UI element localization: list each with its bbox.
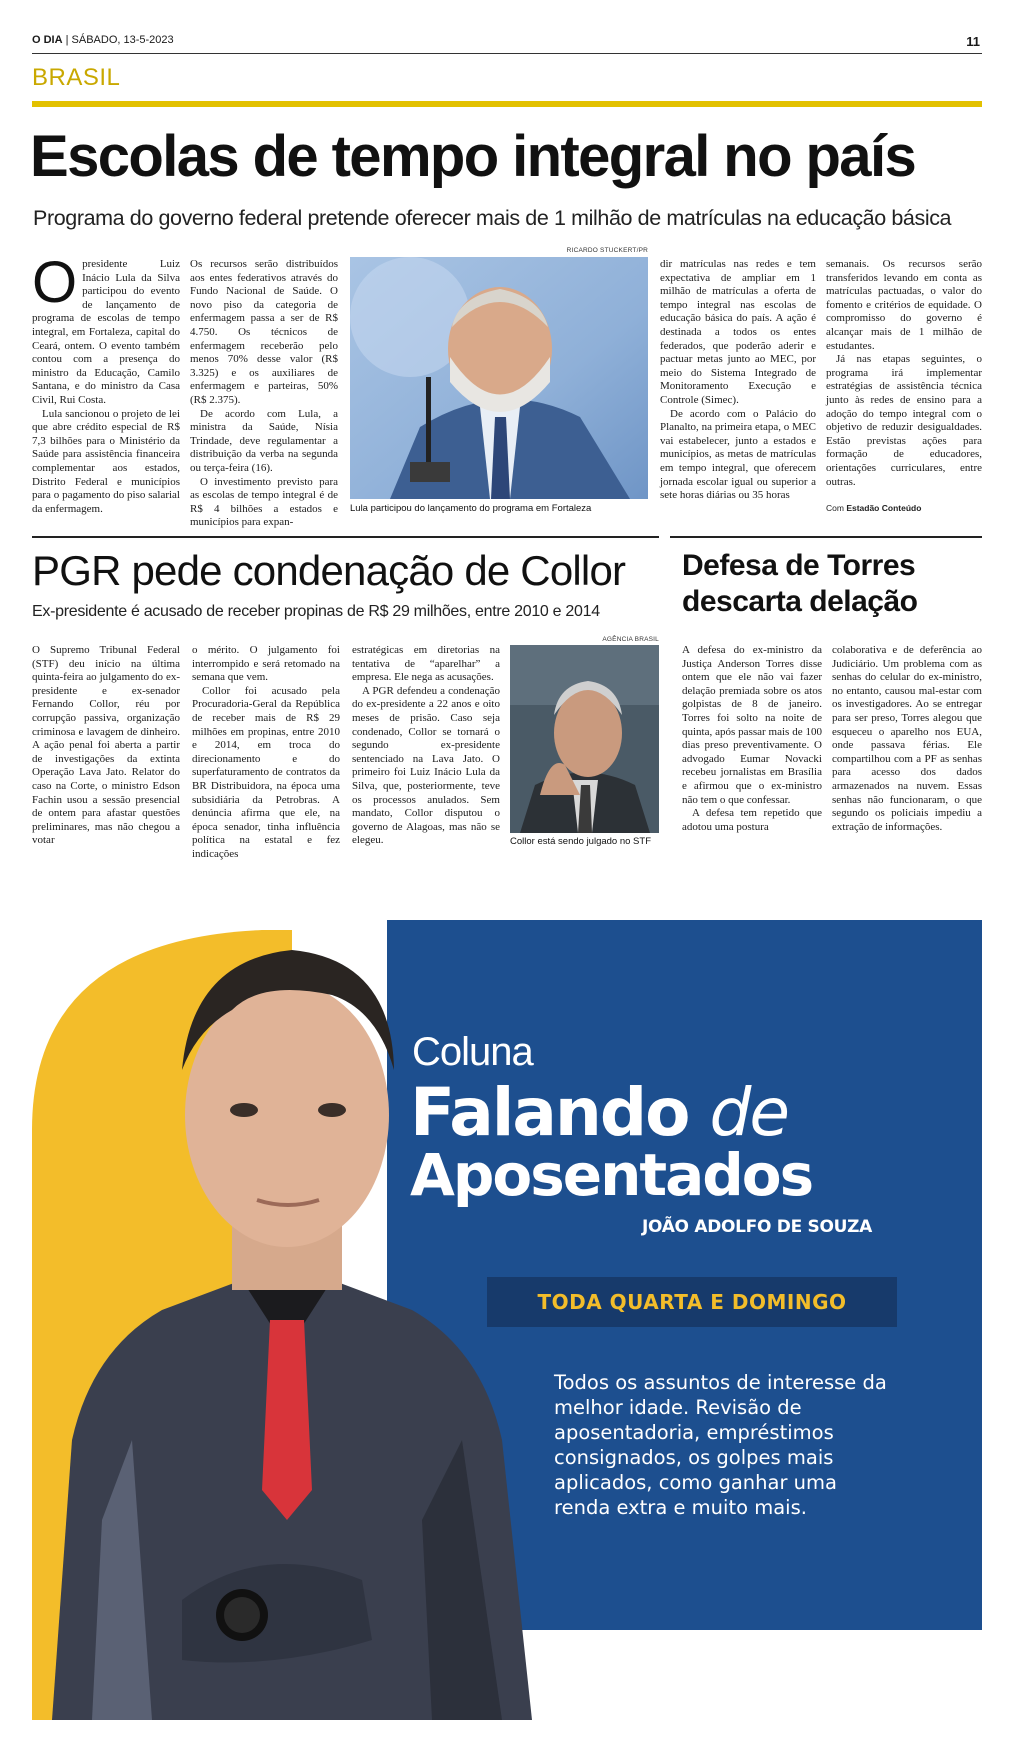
story1-photo-credit: RICARDO STUCKERT/PR bbox=[566, 247, 648, 254]
lula-photo bbox=[350, 257, 648, 499]
story2-column-1 bbox=[32, 644, 180, 848]
story2-col3-p1: estratégicas em diretorias na tentativa de “aparelhar” a empresa. Ele nega as acusações. bbox=[352, 644, 500, 684]
story1-col3-p1: dir matrículas nas redes e tem expectativa de ampliar em 1 milhão de matrículas a oferta de tempo integral nas escolas de educação básica do país. A ação é destinada a todos os entes federados, que poderão aderir e pactuar metas junto ao MEC, por meio do Sistema Integrado de Monitoramento Execução e Controle (Simec). bbox=[660, 258, 816, 406]
story3-column-2 bbox=[832, 644, 982, 834]
story3-top-rule bbox=[670, 536, 982, 538]
story1-column-1 bbox=[32, 250, 180, 516]
story1-deck: Programa do governo federal pretende oferecer mais de 1 milhão de matrículas na educação básica bbox=[33, 206, 952, 230]
page-header bbox=[32, 34, 982, 54]
story2-headline: PGR pede condenação de Collor bbox=[32, 547, 626, 594]
story1-col2-p1: Os recursos serão distribuídos aos entes federativos através do Fundo Nacional de Saúde. O novo piso da categoria de enfermagem passa a ser de R$ 4.750. Os técnicos de enfermagem receberão pelo menos 70% desse valor (R$ 3.325) e os auxiliares de enfermagem e parteiras, 50% (R$ 2.375). bbox=[190, 258, 338, 406]
page-number: 11 bbox=[966, 34, 980, 49]
story1-dropcap: O bbox=[32, 250, 78, 315]
story2-photo-caption: Collor está sendo julgado no STF bbox=[510, 836, 651, 847]
story3-col2: colaborativa e de deferência ao Judiciário. Um problema com as senhas do celular do ex-ministro, no entanto, causou mal-estar com os investigadores. Ao se entregar para ser preso, Torres alegou que esqueceu o aparelho nos EUA, onde passava férias. Ele compartilhou com a PF as senhas para acesso dos dados armazenados na nuvem. Essas senhas não funcionaram, o que segundo os policiais impediu a extração de informações. bbox=[832, 644, 982, 833]
signature-source: Estadão Conteúdo bbox=[846, 503, 922, 513]
story3-headline bbox=[682, 548, 982, 620]
story1-col2-p2: De acordo com Lula, a ministra da Saúde, Nísia Trindade, deve regulamentar a distribuição da verba na segunda ou terça-feira (16). bbox=[190, 407, 338, 474]
collor-photo bbox=[510, 645, 659, 833]
section-rule bbox=[32, 101, 982, 107]
story1-photo-caption: Lula participou do lançamento do programa em Fortaleza bbox=[350, 503, 592, 514]
signature-prefix: Com bbox=[826, 503, 847, 513]
ad-schedule: TODA QUARTA E DOMINGO bbox=[537, 1290, 847, 1314]
story2-photo-credit: AGÊNCIA BRASIL bbox=[602, 636, 659, 643]
story1-col4-p2: Já nas etapas seguintes, o programa irá implementar estratégias de assistência técnica junto às redes de ensino para a adoção do tempo integral com o objetivo de reduzir desigualdades. Estão previstas ações para formação de educadores, orientações curriculares, entre outras. bbox=[826, 353, 982, 488]
newspaper-name: O DIA bbox=[32, 34, 63, 46]
story1-column-3 bbox=[660, 258, 816, 503]
story2-column-3 bbox=[352, 644, 500, 848]
story1-signature bbox=[826, 503, 982, 513]
ad-title-word-1: Falando bbox=[410, 1074, 689, 1151]
ad-kicker: Coluna bbox=[412, 1030, 533, 1074]
story1-column-2 bbox=[190, 258, 338, 530]
story2-col2-p1: o mérito. O julgamento foi interrompido e será retomado na semana que vem. bbox=[192, 644, 340, 684]
ad-title-line-1 bbox=[410, 1074, 788, 1151]
story2-column-2 bbox=[192, 644, 340, 862]
story1-col1-p2: Lula sancionou o projeto de lei que abre crédito especial de R$ 7,3 bilhões para o Ministério da Saúde para assistência financeira complementar aos estados, Distrito Federal e municípios para o pagamento do piso salarial da enfermagem. bbox=[32, 407, 180, 515]
header-separator: | bbox=[65, 34, 72, 46]
story3-headline-line-2: descarta delação bbox=[682, 585, 918, 618]
story2-col1: O Supremo Tribunal Federal (STF) deu início na última quinta-feira ao julgamento do ex-presidente e ex-senador Fernando Collor, réu por corrupção passiva, organização criminosa e lavagem de dinheiro. A ação penal foi aberta a partir de investigações da extinta Operação Lava Jato. Relator do caso na Corte, o ministro Edson Fachin usou a sessão presencial de ontem para afastar questões preliminares, mas não chegou a votar bbox=[32, 644, 180, 847]
story2-deck: Ex-presidente é acusado de receber propinas de R$ 29 milhões, entre 2010 e 2014 bbox=[32, 603, 600, 620]
column-advertisement bbox=[32, 880, 982, 1720]
ad-author: JOÃO ADOLFO DE SOUZA bbox=[641, 1217, 872, 1237]
story3-col1-p1: A defesa do ex-ministro da Justiça Anderson Torres disse ontem que ele não vai fazer delação premiada sobre os atos golpistas de 8 de janeiro. Torres foi solto na noite de quinta, após passar mais de 100 dias preso preventivamente. O advogado Eumar Novacki recebeu jornalistas em Brasília e afirmou que o ex-ministro não tem o que confessar. bbox=[682, 644, 822, 806]
story1-col3-p2: De acordo com o Palácio do Planalto, na primeira etapa, o MEC vai estabelecer, junto a estados e municípios, as metas de matrículas em tempo integral, que oferecem jornada escolar igual ou superior a sete horas diárias ou 35 horas bbox=[660, 407, 816, 502]
ad-body: Todos os assuntos de interesse da melhor idade. Revisão de aposentadoria, empréstimos consignados, os golpes mais aplicados, como ganhar uma renda extra e muito mais. bbox=[554, 1371, 887, 1519]
story1-col2-p3: O investimento previsto para as escolas de tempo integral é de R$ 4 bilhões a estados e municípios para expan- bbox=[190, 475, 338, 529]
issue-date: SÁBADO, 13-5-2023 bbox=[71, 34, 174, 46]
ad-title-line-2: Aposentados bbox=[410, 1141, 813, 1209]
story2-top-rule bbox=[32, 536, 659, 538]
story1-column-4 bbox=[826, 258, 982, 489]
story1-col4-p1: semanais. Os recursos serão transferidos levando em conta as matrículas pactuadas, o valor do fomento e critérios de equidade. O compromisso do governo é alcançar mais de 1 milhão de estudantes. bbox=[826, 258, 982, 352]
story2-col2-p2: Collor foi acusado pela Procuradoria-Geral da República de receber mais de R$ 29 milhões em propinas, entre 2010 e 2014, em troca do direcionamento e do superfaturamento de contratos da BR Distribuidora, na época uma subsidiária da Petrobras. A denúncia afirma que ele, na época senador, tinha influência política na estatal e fez indicações bbox=[192, 684, 340, 860]
story3-column-1 bbox=[682, 644, 822, 834]
story1-headline: Escolas de tempo integral no país bbox=[30, 124, 916, 189]
section-label: BRASIL bbox=[32, 64, 121, 91]
story1-col1-p1: presidente Luiz Inácio Lula da Silva participou do evento de lançamento de programa de escolas de tempo integral, em Fortaleza, capital do Ceará, ontem. O evento também contou com a presença do ministro da Educação, Camilo Santana, e do ministro da Casa Civil, Rui Costa. bbox=[32, 258, 180, 406]
story3-col1-p2: A defesa tem repetido que adotou uma postura bbox=[682, 807, 822, 833]
ad-title-word-2: de bbox=[709, 1074, 788, 1151]
story2-col3-p2: A PGR defendeu a condenação do ex-presidente a 22 anos e oito meses de prisão. Caso seja condenado, Collor se tornará o segundo ex-presidente sentenciado na Lava Jato. O primeiro foi Luiz Inácio Lula da Silva, que, posteriormente, teve os processos anulados. Sem mandato, Collor disputou o governo de Alagoas, mas não se elegeu. bbox=[352, 684, 500, 847]
story3-headline-line-1: Defesa de Torres bbox=[682, 549, 916, 582]
